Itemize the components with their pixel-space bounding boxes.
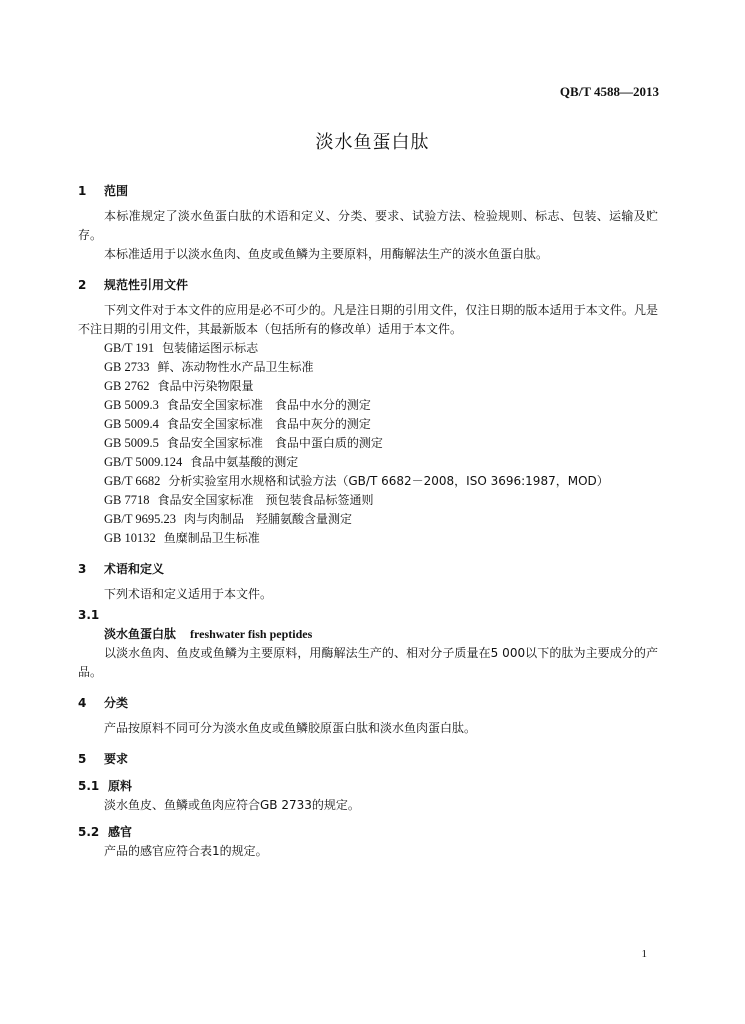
document-title: 淡水鱼蛋白肽 [315,132,430,153]
section-5-heading [78,750,658,769]
reference-item [78,453,658,472]
reference-name: 包装储运图示标志 [162,341,259,355]
reference-item [78,434,658,453]
section-2-heading [78,276,658,295]
page-number: 1 [641,948,647,960]
section-title: 要求 [104,752,129,766]
term-definition: 以淡水鱼肉、鱼皮或鱼鳞为主要原料，用酶解法生产的、相对分子质量在5 000以下的肽为主要成分的产品。 [78,646,658,679]
reference-list [78,339,658,548]
reference-item [78,358,658,377]
reference-code: GB 2733 [104,360,150,374]
standard-number: QB/T 4588—2013 [559,84,659,99]
section-number: 2 [78,278,87,292]
section-title: 范围 [104,184,129,198]
reference-code: GB 2762 [104,379,150,393]
reference-code: GB 5009.3 [104,398,159,412]
subsection-number: 5.1 [78,779,100,793]
reference-code: GB/T 9695.23 [104,512,176,526]
term-number: 3.1 [78,608,100,622]
subsection-title: 原料 [108,779,133,793]
reference-name: 食品安全国家标准 食品中蛋白质的测定 [166,436,383,450]
reference-item [78,472,658,491]
scope-paragraph-1: 本标准规定了淡水鱼蛋白肽的术语和定义、分类、要求、试验方法、检验规则、标志、包装、运输及贮存。 [78,209,658,242]
reference-name: 食品中氨基酸的测定 [190,455,299,469]
term-chinese: 淡水鱼蛋白肽 [104,627,177,641]
section-4-heading [78,694,658,713]
section-number: 3 [78,562,87,576]
sensory-paragraph: 产品的感官应符合表1的规定。 [104,844,268,858]
reference-code: GB 5009.4 [104,417,159,431]
reference-name: 食品安全国家标准 预包装食品标签通则 [157,493,374,507]
section-1-heading [78,182,658,201]
reference-name: 食品中污染物限量 [157,379,254,393]
section-3-heading [78,560,658,579]
reference-item [78,339,658,358]
term-title [78,625,658,644]
classification-paragraph: 产品按原料不同可分为淡水鱼皮或鱼鳞胶原蛋白肽和淡水鱼肉蛋白肽。 [104,721,477,735]
section-number: 4 [78,696,87,710]
reference-name: 鱼糜制品卫生标准 [163,531,260,545]
reference-code: GB/T 6682 [104,474,161,488]
terms-intro: 下列术语和定义适用于本文件。 [104,587,273,601]
references-intro: 下列文件对于本文件的应用是必不可少的。凡是注日期的引用文件，仅注日期的版本适用于本文件。凡是不注日期的引用文件，其最新版本（包括所有的修改单）适用于本文件。 [78,303,658,336]
term-english: freshwater fish peptides [190,627,313,641]
subsection-title: 感官 [108,825,133,839]
scope-paragraph-2: 本标准适用于以淡水鱼肉、鱼皮或鱼鳞为主要原料，用酶解法生产的淡水鱼蛋白肽。 [104,247,549,261]
reference-item [78,415,658,434]
subsection-number: 5.2 [78,825,100,839]
section-number: 5 [78,752,87,766]
document-body [78,182,658,861]
reference-item [78,510,658,529]
reference-code: GB 7718 [104,493,150,507]
subsection-5-1-heading [78,777,658,796]
subsection-5-2-heading [78,823,658,842]
raw-material-paragraph: 淡水鱼皮、鱼鳞或鱼肉应符合GB 2733的规定。 [104,798,360,812]
reference-code: GB/T 191 [104,341,155,355]
reference-code: GB/T 5009.124 [104,455,183,469]
reference-item [78,491,658,510]
reference-item [78,377,658,396]
reference-item [78,529,658,548]
reference-name: 肉与肉制品 羟脯氨酸含量测定 [184,512,353,526]
reference-name: 食品安全国家标准 食品中灰分的测定 [166,417,371,431]
section-title: 分类 [104,696,129,710]
reference-name: 分析实验室用水规格和试验方法（GB/T 6682－2008，ISO 3696:1987，MOD） [168,474,609,488]
reference-code: GB 10132 [104,531,156,545]
reference-name: 鲜、冻动物性水产品卫生标准 [157,360,314,374]
reference-name: 食品安全国家标准 食品中水分的测定 [166,398,371,412]
section-title: 术语和定义 [104,562,165,576]
section-title: 规范性引用文件 [104,278,189,292]
reference-code: GB 5009.5 [104,436,159,450]
reference-item [78,396,658,415]
section-number: 1 [78,184,87,198]
